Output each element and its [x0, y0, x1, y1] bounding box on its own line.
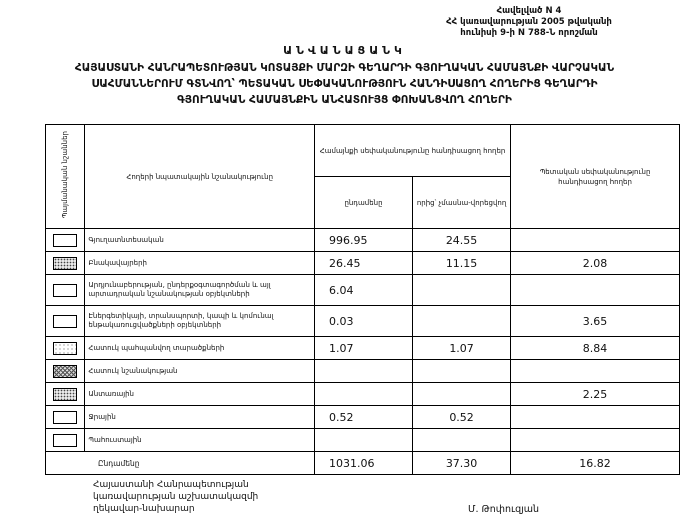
- legend-header: Պայմանական նշաններ: [46, 125, 85, 229]
- community-total-value: 26.45: [314, 252, 412, 275]
- legend-swatch: [53, 234, 77, 247]
- state-total-value: 16.82: [511, 452, 680, 475]
- signature-line: կառավարության աշխատակազմի: [93, 492, 259, 502]
- legend-swatch: [53, 257, 77, 270]
- total-row: [46, 452, 680, 475]
- legend-cell: [46, 360, 85, 383]
- legend-swatch: [53, 315, 77, 328]
- community-free-value: [413, 306, 511, 337]
- legend-cell: [46, 406, 85, 429]
- legend-swatch: [53, 411, 77, 424]
- community-total-value: 0.03: [314, 306, 412, 337]
- state-value: 8.84: [511, 337, 680, 360]
- community-total-value: [314, 383, 412, 406]
- signature-block: [93, 479, 258, 515]
- legend-cell: [46, 275, 85, 306]
- legend-cell: [46, 229, 85, 252]
- legend-cell: [46, 337, 85, 360]
- community-free-value: 24.55: [413, 229, 511, 252]
- legend-cell: [46, 429, 85, 452]
- table-row: [46, 337, 680, 360]
- land-category-name: Գյուղատնտեսական: [85, 229, 315, 252]
- community-free-value: [413, 429, 511, 452]
- state-value: [511, 275, 680, 306]
- state-value: [511, 360, 680, 383]
- subtitle-line: ՍԱՀՄԱՆՆԵՐՈՒՄ ԳՏՆՎՈՂ՝ ՊԵՏԱԿԱՆ ՍԵՓԱԿԱՆՈՒԹՅՈՒՆ ՀԱՆԴԻՍԱՑՈՂ ՀՈՂԵՐԻՑ ԳԵՂԱՐԴԻ: [91, 78, 598, 90]
- state-value: [511, 406, 680, 429]
- land-category-name: Հատուկ նշանակության: [85, 360, 315, 383]
- legend-swatch: [53, 388, 77, 401]
- community-total-value: 1.07: [314, 337, 412, 360]
- table-body: [46, 229, 680, 475]
- land-table: [45, 124, 680, 475]
- total-label: Ընդամենը: [46, 452, 315, 475]
- land-category-name: Պահուստային: [85, 429, 315, 452]
- legend-cell: [46, 306, 85, 337]
- community-header: Համայնքի սեփականությունը հանդիսացող հողեր: [314, 125, 510, 177]
- signer-name: Մ. Թոփուզյան: [468, 504, 540, 515]
- legend-swatch: [53, 365, 77, 378]
- state-value: [511, 429, 680, 452]
- grand-total-value: 1031.06: [314, 452, 412, 475]
- table-row: [46, 252, 680, 275]
- legend-cell: [46, 383, 85, 406]
- community-free-value: [413, 383, 511, 406]
- legend-swatch: [53, 434, 77, 447]
- land-category-name: Անտառային: [85, 383, 315, 406]
- table-row: [46, 383, 680, 406]
- table-row: [46, 360, 680, 383]
- state-value: [511, 229, 680, 252]
- community-free-value: 0.52: [413, 406, 511, 429]
- appendix-line: հունիսի 9-ի N 788-Ն որոշման: [460, 28, 598, 38]
- community-total-value: 0.52: [314, 406, 412, 429]
- community-free-value: 1.07: [413, 337, 511, 360]
- document-title: ԱՆՎԱՆԱՑԱՆԿ: [283, 44, 406, 57]
- land-category-name: Հատուկ պահպանվող տարածքների: [85, 337, 315, 360]
- table-row: [46, 429, 680, 452]
- table-row: [46, 306, 680, 337]
- legend-swatch: [53, 342, 77, 355]
- community-free-value: [413, 275, 511, 306]
- community-total-value: 996.95: [314, 229, 412, 252]
- subtitle-line: ՀԱՅԱՍՏԱՆԻ ՀԱՆՐԱՊԵՏՈՒԹՅԱՆ ԿՈՏԱՅՔԻ ՄԱՐԶԻ ԳԵՂԱՐԴԻ ԳՅՈՒՂԱԿԱՆ ՀԱՄԱՅՆՔԻ ՎԱՐՉԱԿԱՆ: [74, 62, 615, 74]
- appendix-line: Հավելված N 4: [496, 6, 562, 16]
- subtitle-line: ԳՅՈՒՂԱԿԱՆ ՀԱՄԱՅՆՔԻՆ ԱՆՀԱՏՈՒՅՑ ՓՈԽԱՆՑՎՈՂ ՀՈՂԵՐԻ: [177, 94, 512, 106]
- community-free-value: [413, 360, 511, 383]
- legend-swatch: [53, 284, 77, 297]
- name-header: Հողերի նպատակային նշանակությունը: [85, 125, 315, 229]
- signature-line: Հայաստանի Հանրապետության: [93, 480, 249, 490]
- community-total-value: 6.04: [314, 275, 412, 306]
- table-row: [46, 275, 680, 306]
- state-header: Պետական սեփականությունը հանդիսացող հողեր: [511, 125, 680, 229]
- appendix-note: [379, 6, 679, 39]
- signature-line: ղեկավար-նախարար: [93, 504, 195, 514]
- document-subtitle: [0, 60, 689, 108]
- table-row: [46, 229, 680, 252]
- land-category-name: Էներգետիկայի, տրանսպորտի, կապի և կոմունալ ենթակառուցվածքների օբյեկտների: [85, 306, 315, 337]
- land-category-name: Բնակավայրերի: [85, 252, 315, 275]
- legend-cell: [46, 252, 85, 275]
- state-value: 3.65: [511, 306, 680, 337]
- appendix-line: ՀՀ կառավարության 2005 թվականի: [446, 17, 612, 27]
- state-value: 2.08: [511, 252, 680, 275]
- community-total-value: [314, 429, 412, 452]
- free-total-value: 37.30: [413, 452, 511, 475]
- community-total-value: [314, 360, 412, 383]
- land-category-name: Ջրային: [85, 406, 315, 429]
- free-header: որից՝ չմասնա-վորեցվող: [413, 177, 511, 229]
- community-free-value: 11.15: [413, 252, 511, 275]
- state-value: 2.25: [511, 383, 680, 406]
- land-category-name: Արդյունաբերության, ընդերքօգտագործման և այլ արտադրական նշանակության օբյեկտների: [85, 275, 315, 306]
- total-header: ընդամենը: [314, 177, 412, 229]
- table-row: [46, 406, 680, 429]
